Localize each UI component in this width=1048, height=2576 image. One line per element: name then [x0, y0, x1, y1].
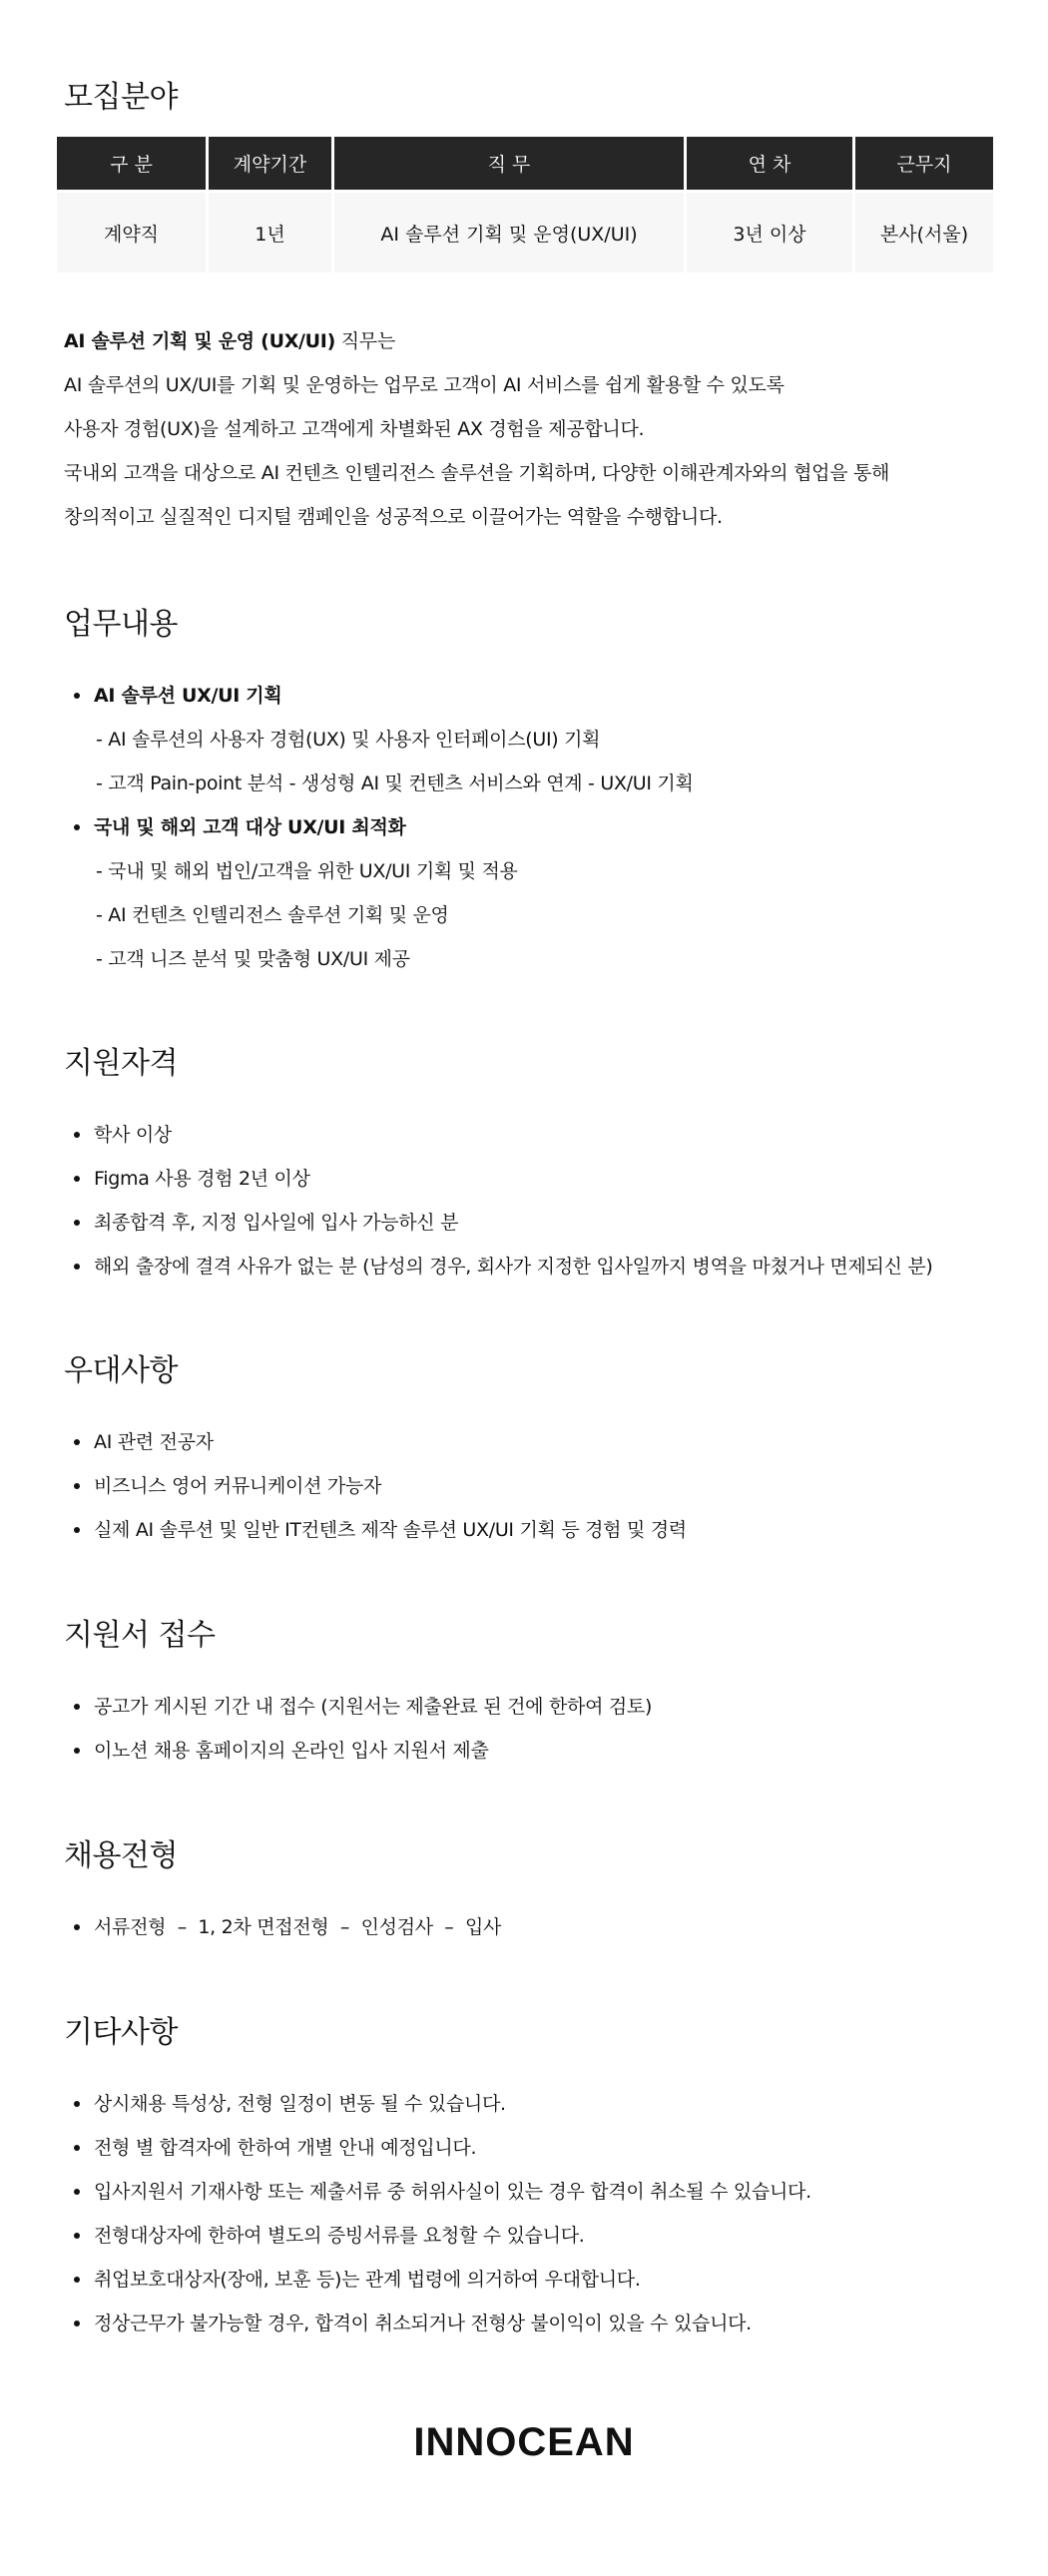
list-item: 정상근무가 불가능할 경우, 합격이 취소되거나 전형상 불이익이 있을 수 있습니다. — [64, 2302, 811, 2345]
table-cell: 1년 — [209, 190, 331, 272]
list-item: 이노션 채용 홈페이지의 온라인 입사 지원서 제출 — [64, 1729, 652, 1773]
list-item: 공고가 게시된 기간 내 접수 (지원서는 제출완료 된 건에 한하여 검토) — [64, 1685, 652, 1729]
process-list — [64, 1905, 501, 1949]
table-header-row — [57, 137, 993, 190]
list-item: 실제 AI 솔루션 및 일반 IT컨텐츠 제작 솔루션 UX/UI 기획 등 경험 및 경력 — [64, 1508, 687, 1552]
list-item: - AI 컨텐츠 인텔리전스 솔루션 기획 및 운영 — [96, 904, 449, 926]
intro-lead — [64, 319, 1022, 363]
list-item: 비즈니스 영어 커뮤니케이션 가능자 — [64, 1464, 687, 1508]
list-item: AI 솔루션 UX/UI 기획 — [64, 674, 694, 718]
section-title-application: 지원서 접수 — [64, 1618, 216, 1653]
section-title-process: 채용전형 — [64, 1838, 178, 1873]
intro-lead-rest: 직무는 — [334, 330, 395, 352]
intro-line: 창의적이고 실질적인 디지털 캠페인을 성공적으로 이끌어가는 역할을 수행합니다. — [64, 506, 723, 528]
table-header-cell: 구 분 — [57, 137, 206, 190]
list-item: AI 관련 전공자 — [64, 1420, 687, 1464]
intro-lead-bold: AI 솔루션 기획 및 운영 (UX/UI) — [64, 330, 335, 352]
list-item: - 고객 니즈 분석 및 맞춤형 UX/UI 제공 — [96, 948, 410, 970]
section-title-preferred: 우대사항 — [64, 1353, 178, 1388]
table-header-cell: 계약기간 — [209, 137, 331, 190]
application-list — [64, 1685, 652, 1773]
list-item: 전형대상자에 한하여 별도의 증빙서류를 요청할 수 있습니다. — [64, 2214, 811, 2258]
intro-line: 사용자 경험(UX)을 설계하고 고객에게 차별화된 AX 경험을 제공합니다. — [64, 418, 645, 440]
list-item: Figma 사용 경험 2년 이상 — [64, 1157, 933, 1201]
list-item: 입사지원서 기재사항 또는 제출서류 중 허위사실이 있는 경우 합격이 취소될 수 있습니다. — [64, 2170, 811, 2214]
list-item: 서류전형 – 1, 2차 면접전형 – 인성검사 – 입사 — [64, 1905, 501, 1949]
innocean-logo: INNOCEAN — [413, 2420, 635, 2464]
section-title-qualifications: 지원자격 — [64, 1046, 178, 1081]
section-title-recruit-field: 모집분야 — [64, 80, 178, 115]
preferred-list — [64, 1420, 687, 1552]
list-item: - 고객 Pain-point 분석 - 생성형 AI 및 컨텐츠 서비스와 연계 - UX/UI 기획 — [96, 773, 694, 794]
list-item: 상시채용 특성상, 전형 일정이 변동 될 수 있습니다. — [64, 2082, 811, 2126]
list-item: 학사 이상 — [64, 1113, 933, 1157]
qualifications-list — [64, 1113, 933, 1288]
table-cell: 본사(서울) — [855, 190, 993, 272]
intro-line: AI 솔루션의 UX/UI를 기획 및 운영하는 업무로 고객이 AI 서비스를 쉽게 활용할 수 있도록 — [64, 374, 785, 396]
table-header-cell: 근무지 — [855, 137, 993, 190]
intro-line: 국내외 고객을 대상으로 AI 컨텐츠 인텔리전스 솔루션을 기획하며, 다양한 이해관계자와의 협업을 통해 — [64, 462, 890, 484]
recruit-table — [54, 137, 996, 272]
list-item: 취업보호대상자(장애, 보훈 등)는 관계 법령에 의거하여 우대합니다. — [64, 2258, 811, 2302]
etc-list — [64, 2082, 811, 2345]
table-cell: 3년 이상 — [687, 190, 852, 272]
table-row — [57, 190, 993, 272]
intro-paragraph — [64, 319, 1022, 539]
list-item: 해외 출장에 결격 사유가 없는 분 (남성의 경우, 회사가 지정한 입사일까지 병역을 마쳤거나 면제되신 분) — [64, 1245, 933, 1288]
table-cell: 계약직 — [57, 190, 206, 272]
list-item: - 국내 및 해외 법인/고객을 위한 UX/UI 기획 및 적용 — [96, 860, 518, 882]
list-item: 전형 별 합격자에 한하여 개별 안내 예정입니다. — [64, 2126, 811, 2170]
table-header-cell: 연 차 — [687, 137, 852, 190]
list-item: 국내 및 해외 고객 대상 UX/UI 최적화 — [64, 805, 694, 849]
table-cell: AI 솔루션 기획 및 운영(UX/UI) — [334, 190, 684, 272]
list-item: - AI 솔루션의 사용자 경험(UX) 및 사용자 인터페이스(UI) 기획 — [96, 729, 601, 751]
list-item: 최종합격 후, 지정 입사일에 입사 가능하신 분 — [64, 1201, 933, 1245]
section-title-etc: 기타사항 — [64, 2015, 178, 2050]
table-header-cell: 직 무 — [334, 137, 684, 190]
section-title-duties: 업무내용 — [64, 607, 178, 642]
duties-list — [64, 674, 694, 981]
